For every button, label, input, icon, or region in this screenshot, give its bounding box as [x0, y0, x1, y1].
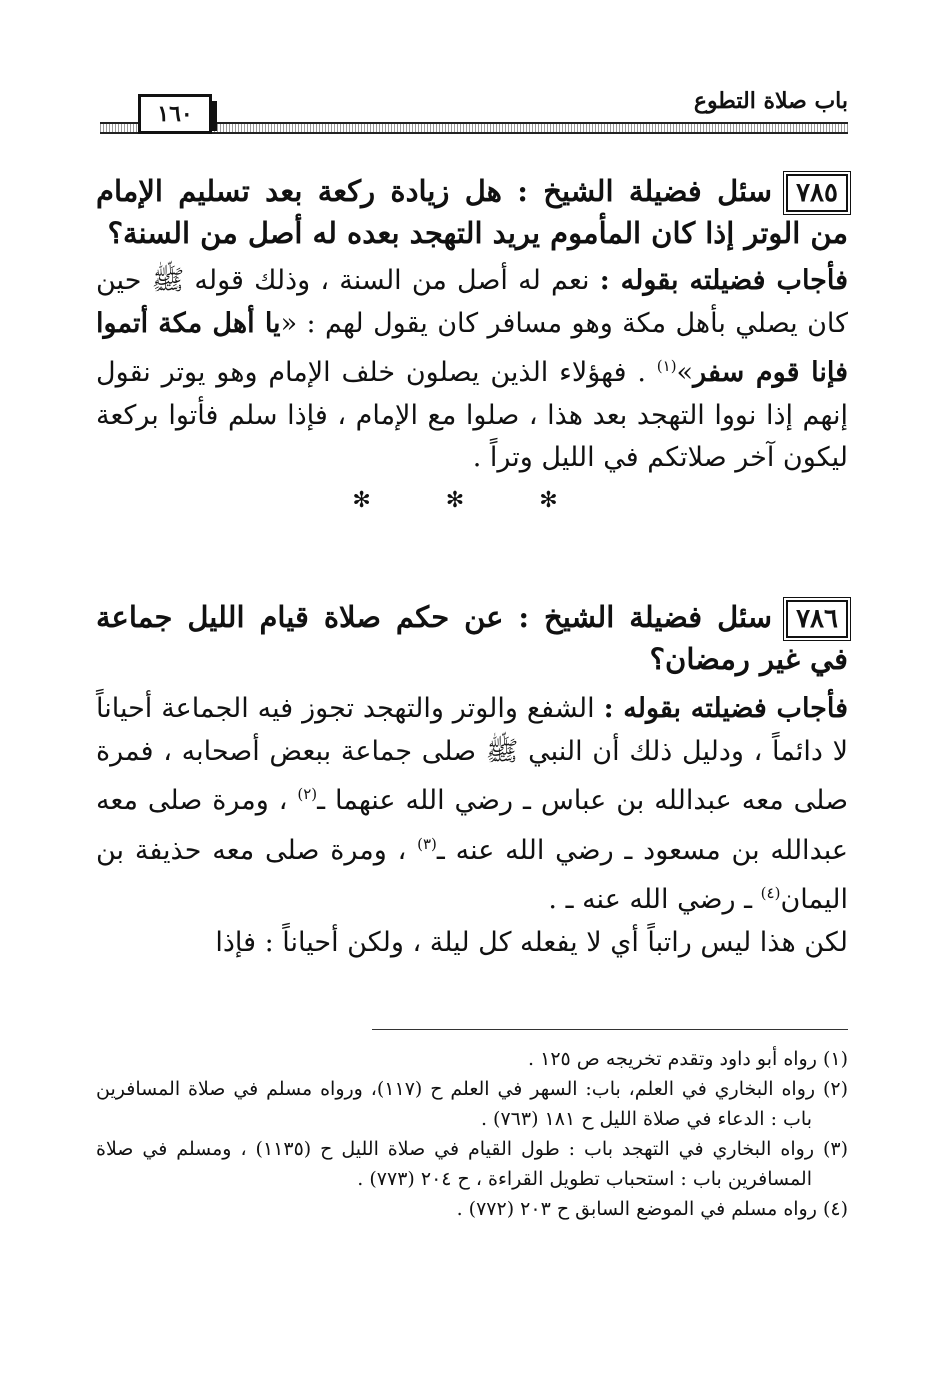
section-separator: ✻ ✻ ✻ [352, 487, 592, 513]
answer-785: فأجاب فضيلته بقوله : نعم له أصل من السنة ، وذلك قوله ﷺ حين كان يصلي بأهل مكة وهو مسافر كان يقول لهم : «يا أهل مكة أتموا فإنا قوم سفر»$^{(١)}$ . فهؤلاء الذين يصلون خلف الإمام وهو يوتر نقول إنهم إذا نووا التهجد بعد هذا ، صلوا مع الإمام ، فإذا سلم فأتوا بركعة ليكون آخر صلاتكم في الليل وتراً . [96, 265, 848, 473]
footnote-ref-3: (٣) [417, 834, 437, 853]
question-786 [96, 596, 848, 964]
hadith-quote: يا أهل مكة أتموا فإنا قوم سفر [96, 307, 848, 388]
answer-785-intro: فأجاب فضيلته بقوله : [599, 265, 848, 296]
chapter-title: باب صلاة التطوع [693, 88, 848, 114]
question-785-text: ٧٨٥سئل فضيلة الشيخ : هل زيادة ركعة بعد تسليم الإمام من الوتر إذا كان المأموم يريد التهجد بعده له أصل من السنة؟ [96, 174, 848, 250]
footnote-4: (٤) رواه مسلم في الموضع السابق ح ٢٠٣ (٧٧٢) . [456, 1198, 848, 1220]
footnote-1: (١) رواه أبو داود وتقدم تخريجه ص ١٢٥ . [528, 1048, 848, 1070]
footnote-3: (٣) رواه البخاري في التهجد باب : طول القيام في صلاة الليل ح (١١٣٥) ، ومسلم في صلاة المسافرين باب : استحباب تطويل القراءة ، ح ٢٠٤ (٧٧٣) . [96, 1138, 849, 1190]
question-785-number: ٧٨٥ [786, 174, 848, 212]
question-785 [96, 170, 848, 525]
footnote-ref-1: (١) [656, 357, 677, 375]
answer-786-continuation: لكن هذا ليس راتباً أي لا يفعله كل ليلة ، ولكن أحياناً : فإذا [215, 926, 848, 958]
footnote-rule [372, 1029, 848, 1030]
footnotes [96, 1044, 848, 1224]
footnote-ref-2: (٢) [297, 785, 318, 803]
running-header [100, 82, 848, 138]
question-786-number: ٧٨٦ [786, 600, 848, 638]
answer-786-intro: فأجاب فضيلته بقوله : [603, 693, 848, 724]
footnote-2: (٢) رواه البخاري في العلم، باب: السهر في العلم ح (١١٧)، ورواه مسلم في صلاة المسافرين باب : الدعاء في صلاة الليل ح ١٨١ (٧٦٣) . [96, 1078, 848, 1130]
answer-786: فأجاب فضيلته بقوله : الشفع والوتر والتهجد تجوز فيه الجماعة أحياناً لا دائماً ، ودليل ذلك أن النبي ﷺ صلى جماعة ببعض أصحابه ، فمرة صلى معه عبدالله بن عباس ـ رضي الله عنهما ـ$^{(٢)}$ ، ومرة صلى معه عبدالله بن مسعود ـ رضي الله عنه ـ$^{(٣)}$ ، ومرة صلى معه حذيفة بن اليمان$^{(٤)}$ ـ رضي الله عنه ـ . [96, 693, 848, 915]
footnote-ref-4: (٤) [760, 884, 781, 902]
page-number: ١٦٠ [138, 94, 212, 134]
question-786-text: ٧٨٦سئل فضيلة الشيخ : عن حكم صلاة قيام الليل جماعة في غير رمضان؟ [96, 600, 848, 676]
